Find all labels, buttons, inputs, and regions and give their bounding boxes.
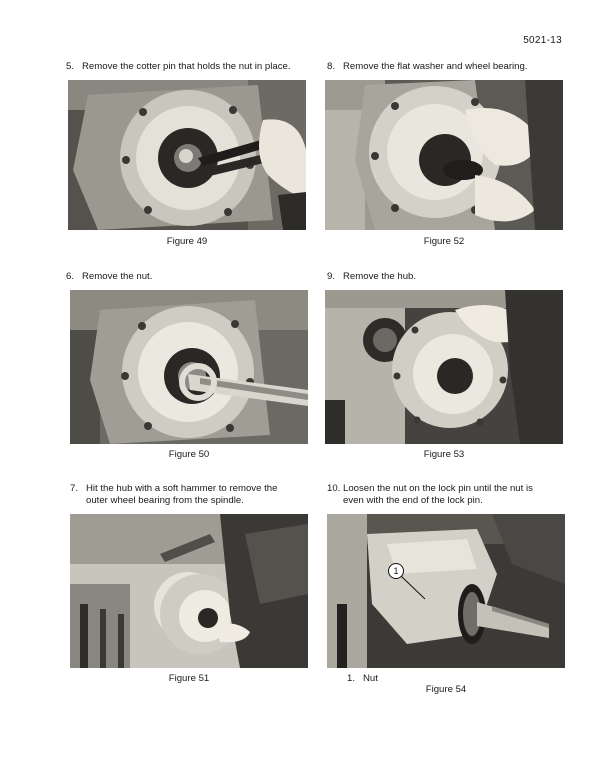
step-text <box>343 483 533 507</box>
step-5 <box>66 61 291 73</box>
step-10 <box>327 483 533 507</box>
step-text-line-1: Loosen the nut on the lock pin until the nut is <box>343 483 533 494</box>
step-number: 8. <box>327 61 336 72</box>
step-text <box>86 483 277 507</box>
page-number: 5021-13 <box>523 35 562 46</box>
step-number: 10. <box>327 483 341 494</box>
figure-52-caption: Figure 52 <box>423 236 465 247</box>
callout-legend <box>347 673 378 684</box>
figure-53-photo <box>325 290 563 444</box>
callout-marker: 1 <box>393 566 399 576</box>
figure-50-caption: Figure 50 <box>168 449 210 460</box>
step-text: Remove the cotter pin that holds the nut in place. <box>82 61 291 72</box>
step-6 <box>66 271 152 283</box>
figure-49-caption: Figure 49 <box>166 236 208 247</box>
figure-54-caption: Figure 54 <box>425 684 467 695</box>
step-number: 5. <box>66 61 75 72</box>
step-text: Remove the nut. <box>82 271 153 282</box>
step-text-line-2: outer wheel bearing from the spindle. <box>86 495 244 506</box>
figure-49-photo <box>68 80 306 230</box>
callout-number: 1. <box>347 673 356 684</box>
step-text: Remove the hub. <box>343 271 417 282</box>
figure-50-photo <box>70 290 308 444</box>
step-number: 9. <box>327 271 336 282</box>
step-7 <box>70 483 277 507</box>
figure-52-photo <box>325 80 563 230</box>
figure-51-caption: Figure 51 <box>168 673 210 684</box>
figure-54-photo <box>327 514 565 668</box>
step-text: Remove the flat washer and wheel bearing. <box>343 61 528 72</box>
callout-label: Nut <box>363 673 378 684</box>
step-text-line-1: Hit the hub with a soft hammer to remove the <box>86 483 278 494</box>
step-text-line-2: even with the end of the lock pin. <box>343 495 483 506</box>
figure-51-photo <box>70 514 308 668</box>
step-number: 7. <box>70 483 79 494</box>
step-9 <box>327 271 416 283</box>
step-number: 6. <box>66 271 75 282</box>
step-8 <box>327 61 528 73</box>
figure-53-caption: Figure 53 <box>423 449 465 460</box>
